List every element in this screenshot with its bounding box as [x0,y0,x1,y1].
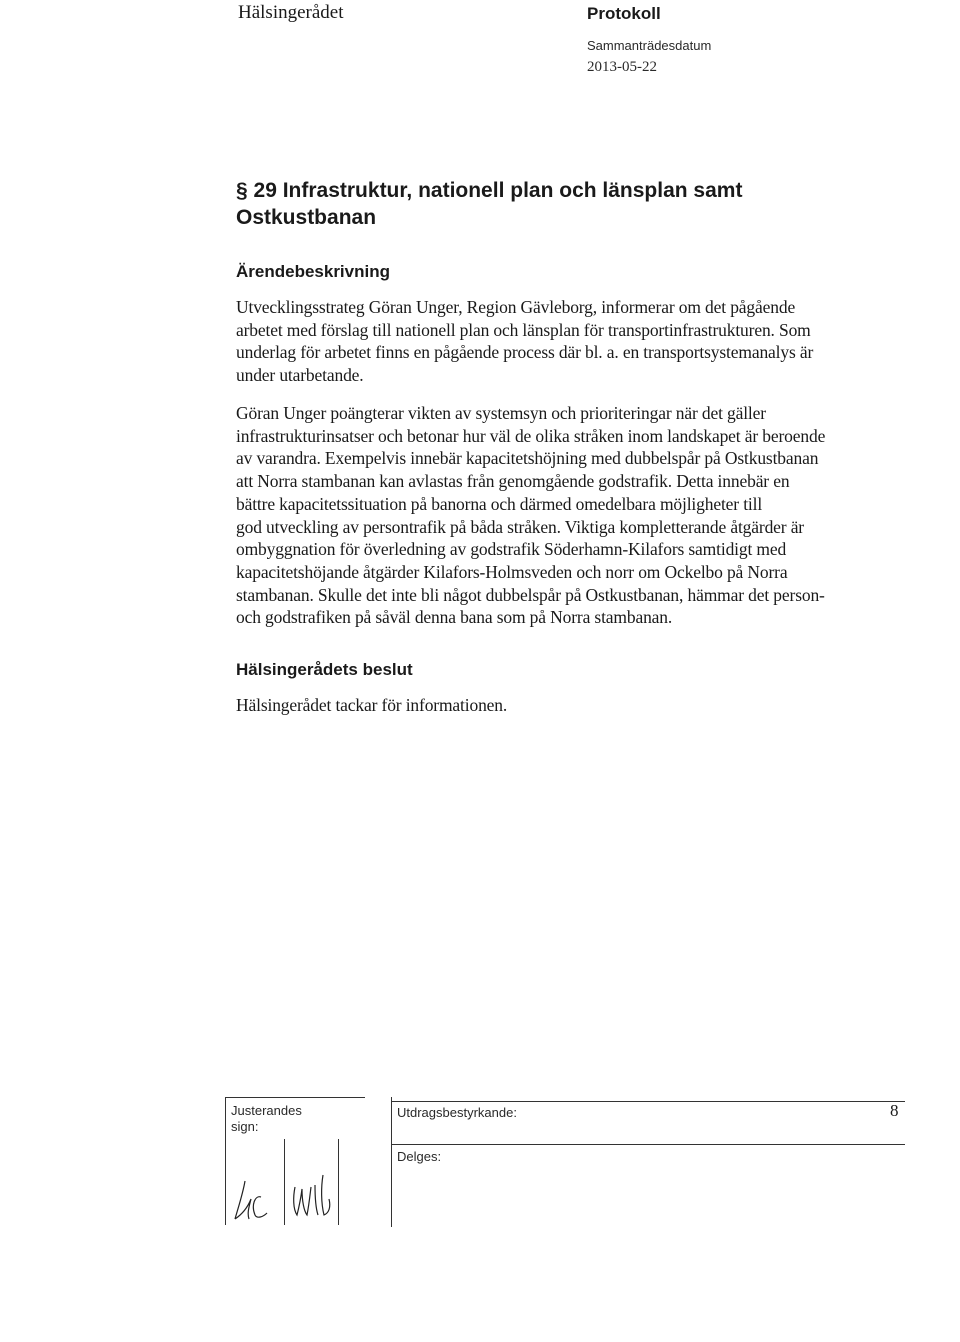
meeting-date-label: Sammanträdesdatum [587,38,712,53]
arende-paragraph-1 [236,296,896,387]
arende-heading: Ärendebeskrivning [236,262,390,281]
footer-mid-rule-right [391,1144,905,1145]
section-title-line-1: § 29 Infrastruktur, nationell plan och länsplan samt [236,179,743,202]
paragraph-line: stambanan. Skulle det inte bli något dubbelspår på Ostkustbanan, hämmar det person- [236,584,825,605]
beslut-heading: Hälsingerådets beslut [236,660,413,679]
sign-label: sign: [231,1119,259,1134]
paragraph-line: Göran Unger poängterar vikten av systemsyn och prioriteringar när det gäller [236,403,766,423]
paragraph-line: att Norra stambanan kan avlastas från genomgående godstrafik. Detta innebär en [236,471,790,492]
paragraph-line: god utveckling av persontrafik på båda stråken. Viktiga kompletterande åtgärder är [236,516,804,537]
paragraph-line: och godstrafiken på såväl denna bana som på Norra stambanan. [236,607,673,628]
signature-initials-1-icon [231,1175,283,1225]
utdragsbestyrkande-label: Utdragsbestyrkande: [397,1105,517,1120]
footer-sign-divider-2 [338,1139,339,1225]
footer-middle-vertical-rule [391,1097,392,1227]
paragraph-line: underlag för arbetet finns en pågående process där bl. a. en transportsystemanalys är [236,342,814,363]
footer-sign-divider-1 [284,1139,285,1225]
paragraph-line: kapacitetshöjande åtgärder Kilafors-Holmsveden och norr om Ockelbo på Norra [236,561,788,582]
paragraph-line: ombyggnation för överledning av godstrafik Söderhamn-Kilafors samtidigt med [236,539,787,560]
arende-paragraph-2 [236,402,896,629]
delges-label: Delges: [397,1149,442,1164]
paragraph-line: av varandra. Exempelvis innebär kapacitetshöjning med dubbelspår på Ostkustbanan [236,448,819,469]
paragraph-line: bättre kapacitetssituation på banorna och därmed omedelbara möjligheter till [236,493,763,514]
signature-initials-2-icon [287,1167,335,1225]
footer-top-rule-left [225,1097,365,1098]
beslut-text: Hälsingerådet tackar för informationen. [236,695,508,715]
signature-footer [225,1097,905,1232]
paragraph-line: Utvecklingsstrateg Göran Unger, Region Gävleborg, informerar om det pågående [236,297,796,317]
paragraph-line: infrastrukturinsatser och betonar hur väl de olika stråken inom landskapet är beroende [236,425,826,446]
section-title-line-2: Ostkustbanan [236,206,377,229]
section-title [236,177,836,231]
document-type: Protokoll [587,4,661,23]
page-number: 8 [890,1101,899,1120]
paragraph-line: under utarbetande. [236,365,364,386]
footer-left-vertical-rule [225,1097,226,1225]
justerandes-label: Justerandes [231,1103,302,1118]
footer-top-rule-right [391,1101,905,1102]
paragraph-line: arbetet med förslag till nationell plan och länsplan för transportinfrastrukturen. Som [236,319,811,340]
organization-name: Hälsingerådet [238,2,344,23]
meeting-date-value: 2013-05-22 [587,59,657,75]
